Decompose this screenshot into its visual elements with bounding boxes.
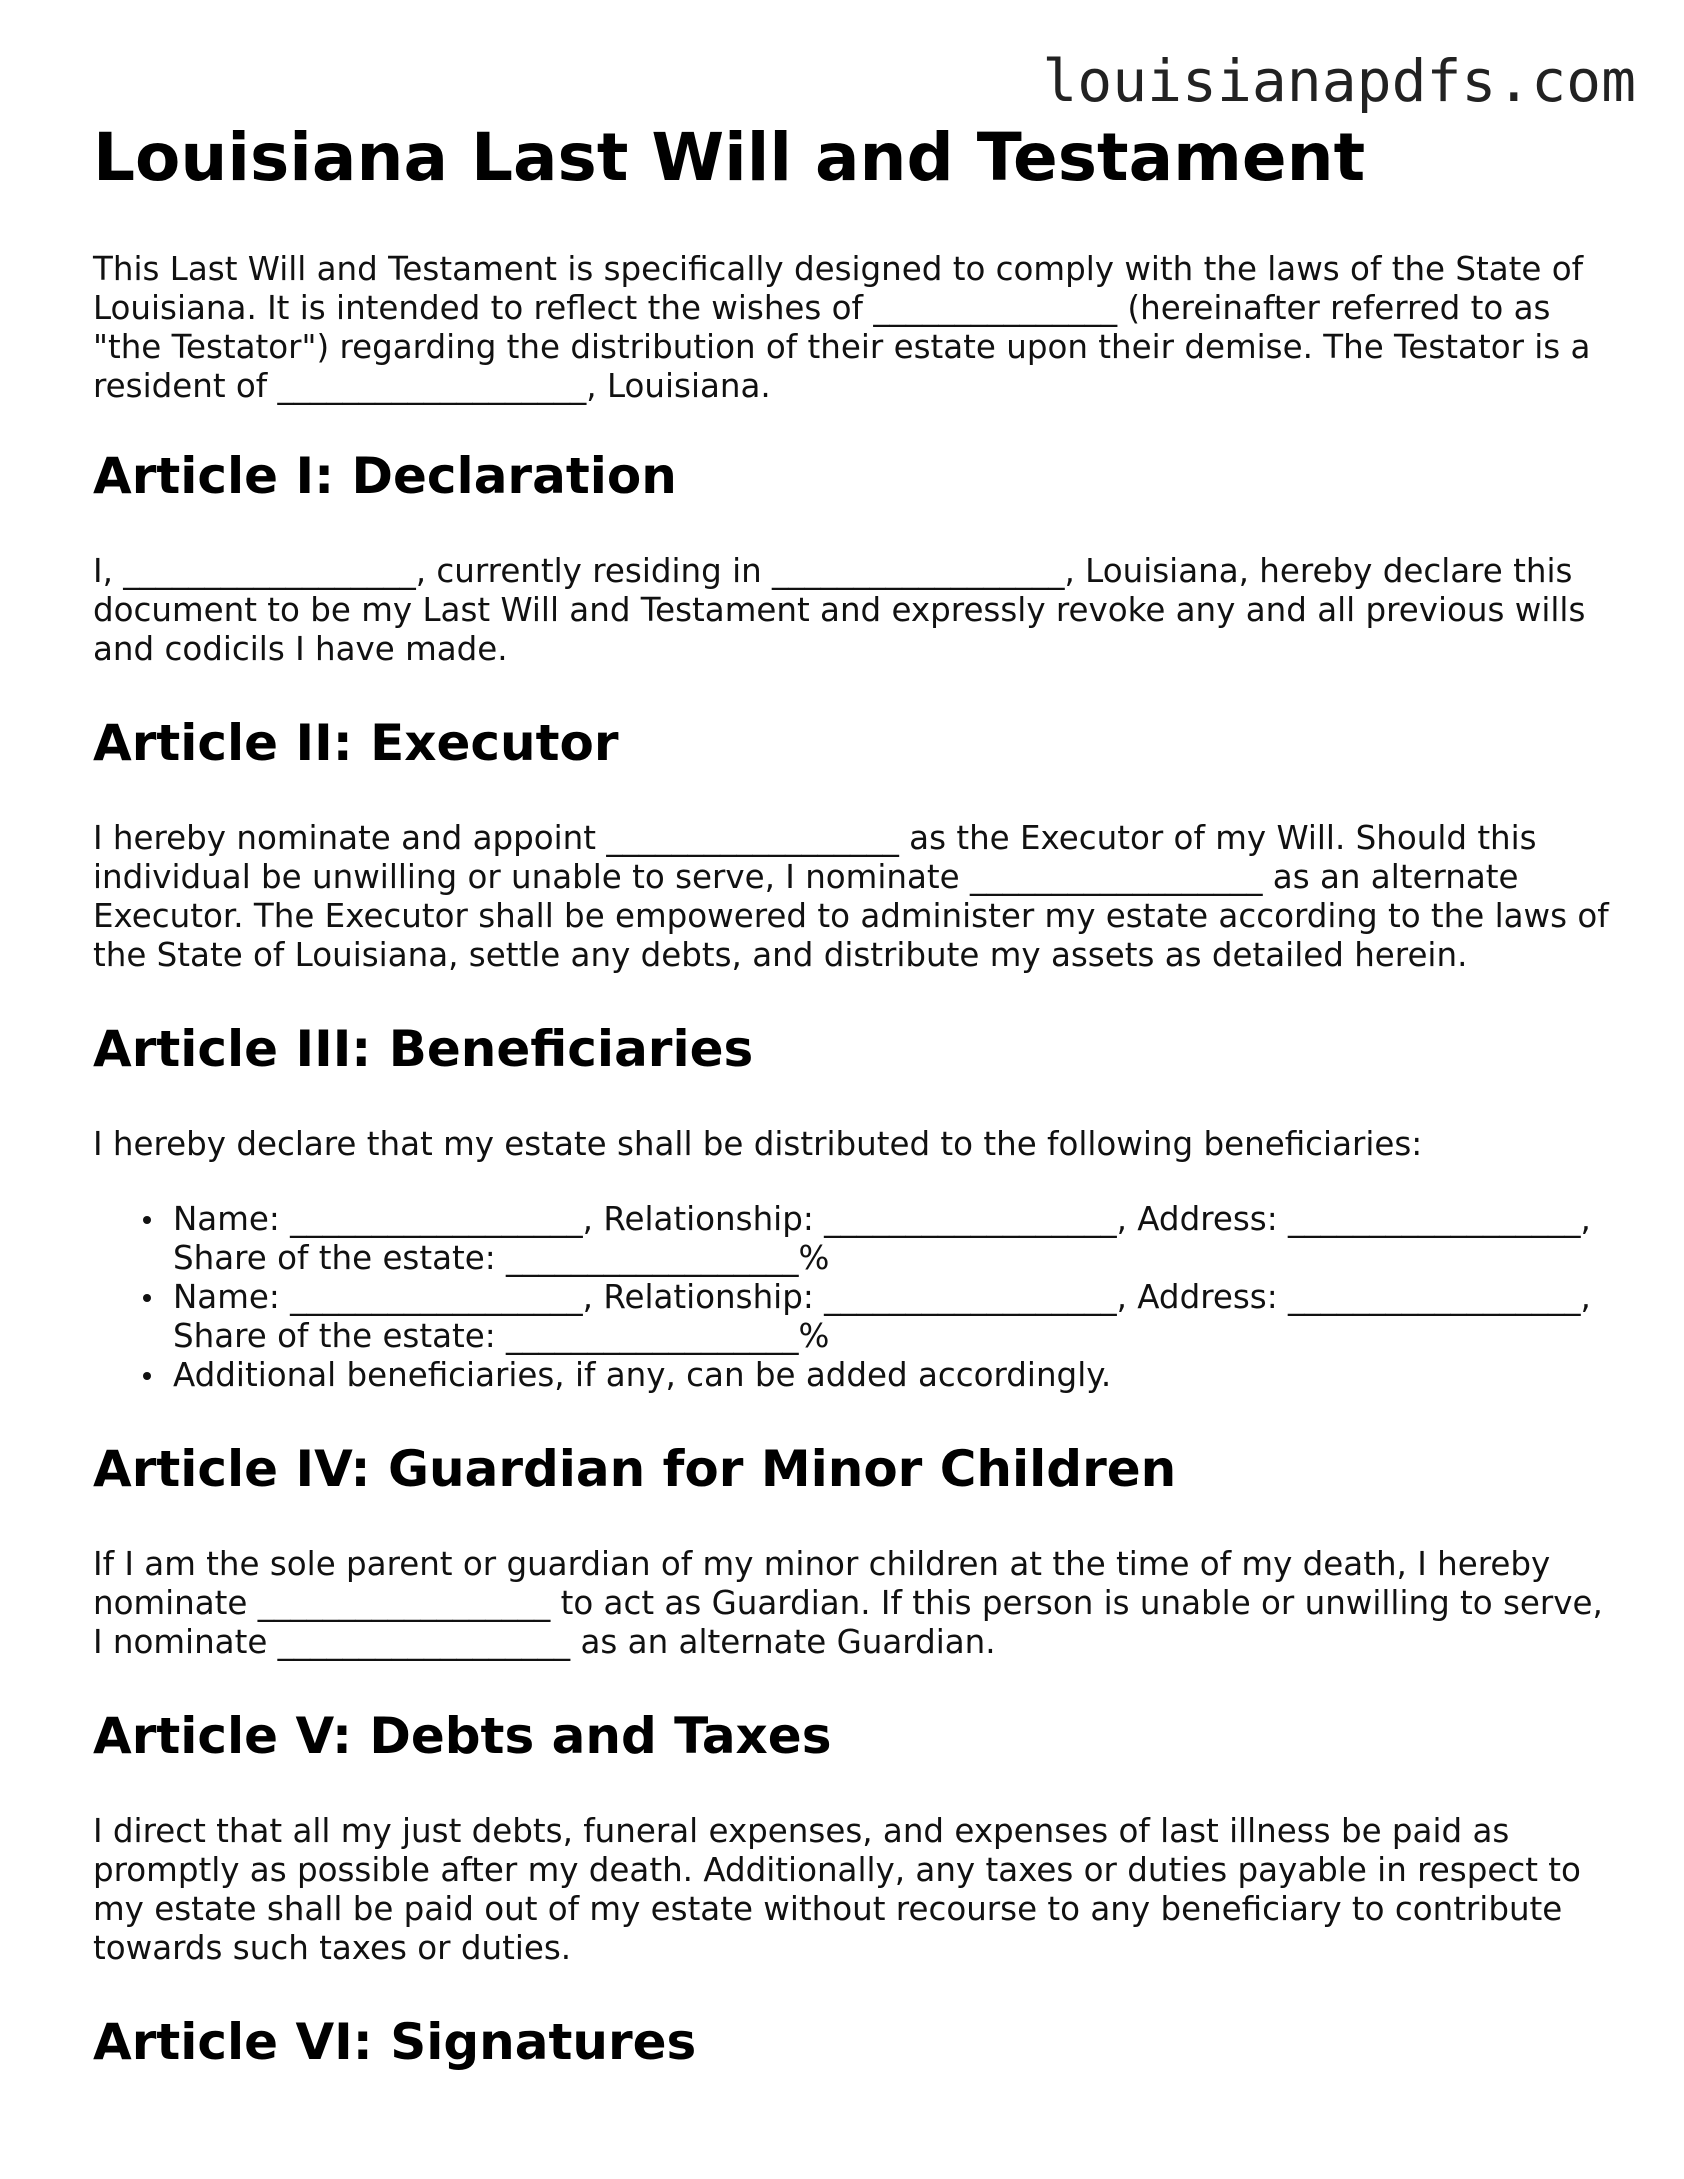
article-text: If I am the sole parent or guardian of my minor children at the time of my death, I hereby nominate __________________ to act as Guardian. If this person is unable or unwilling to serve, I nominate __________________ as an alternate Guardian.: [93, 1545, 1603, 1661]
article-text: I hereby declare that my estate shall be distributed to the following beneficiaries:: [93, 1125, 1423, 1163]
article-heading: Article III: Beneficiaries: [93, 1020, 754, 1078]
article-heading: Article I: Declaration: [93, 447, 677, 505]
article-signatures: [93, 2012, 1613, 2072]
list-item: Additional beneficiaries, if any, can be added accordingly.: [173, 1356, 1613, 1395]
article-text: I, __________________, currently residing in __________________, Louisiana, hereby declare this document to be my Last Will and Testament and expressly revoke any and all previous wills and codicils I have made.: [93, 552, 1586, 668]
article-heading: Article V: Debts and Taxes: [93, 1707, 832, 1765]
intro-paragraph: This Last Will and Testament is specifically designed to comply with the laws of the State of Louisiana. It is intended to reflect the wishes of _______________ (hereinafter referred to as "the Testator") regarding the distribution of their estate upon their demise. The Testator is a resident of ___________________, Louisiana.: [93, 250, 1591, 405]
article-heading: Article II: Executor: [93, 714, 619, 772]
list-item: Name: __________________, Relationship: __________________, Address: __________________, Share of the estate: __________________%: [173, 1200, 1613, 1278]
article-guardian: [93, 1439, 1613, 1662]
site-watermark: louisianapdfs.com: [1042, 47, 1636, 115]
article-beneficiaries: [93, 1019, 1613, 1395]
list-item: Name: __________________, Relationship: __________________, Address: __________________, Share of the estate: __________________%: [173, 1278, 1613, 1356]
article-heading: Article IV: Guardian for Minor Children: [93, 1440, 1177, 1498]
beneficiary-list: [93, 1200, 1613, 1395]
article-declaration: [93, 446, 1613, 669]
article-debts-taxes: [93, 1706, 1613, 1968]
document-title: Louisiana Last Will and Testament: [93, 119, 1366, 196]
article-text: I hereby nominate and appoint __________________ as the Executor of my Will. Should this individual be unwilling or unable to serve, I nominate __________________ as an alternate Executor. The Executor shall be empowered to administer my estate according to the laws of the State of Louisiana, settle any debts, and distribute my assets as detailed herein.: [93, 819, 1609, 974]
article-heading: Article VI: Signatures: [93, 2013, 697, 2071]
document-page: [93, 118, 1613, 2118]
article-text: I direct that all my just debts, funeral expenses, and expenses of last illness be paid as promptly as possible after my death. Additionally, any taxes or duties payable in respect to my estate shall be paid out of my estate without recourse to any beneficiary to contribute towards such taxes or duties.: [93, 1812, 1581, 1967]
article-executor: [93, 713, 1613, 975]
